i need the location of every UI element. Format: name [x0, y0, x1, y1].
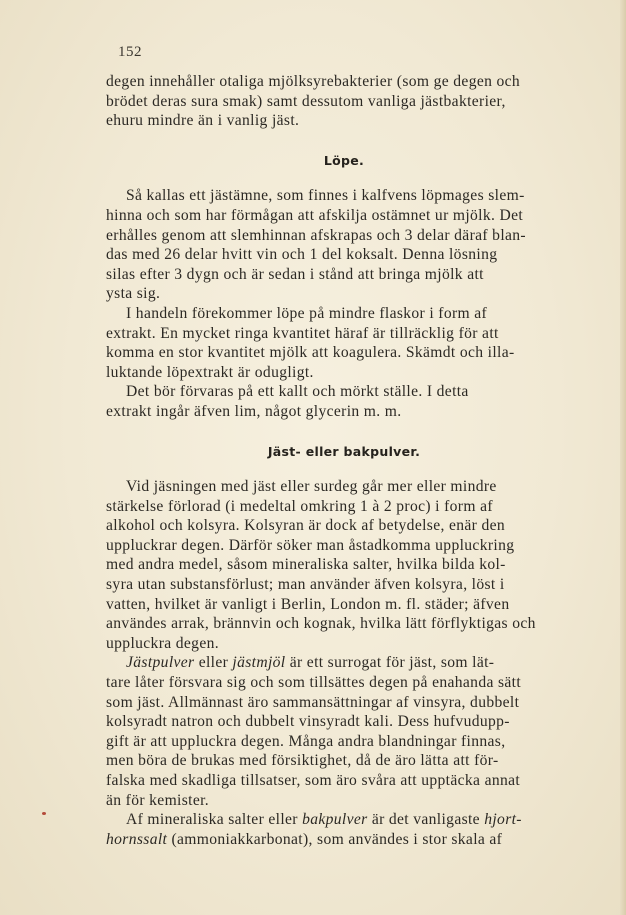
text-line: Så kallas ett jästämne, som finnes i kalfvens löpmages slem- — [126, 187, 525, 205]
text-line: extrakt. En mycket ringa kvantitet häraf är tillräcklig för att — [106, 324, 499, 342]
text-line: I handeln förekommer löpe på mindre flaskor i form af — [126, 304, 488, 322]
text-line: med andra medel, såsom mineraliska salter, hvilka bilda kol- — [106, 556, 506, 574]
text-line: ehuru mindre än i vanlig jäst. — [106, 112, 300, 130]
text-line: men böra de brukas med försiktighet, då de äro lätta att för- — [106, 752, 499, 770]
text-line — [106, 653, 582, 673]
text-line: vatten, hvilket är vanligt i Berlin, London m. fl. städer; äfven — [106, 595, 510, 613]
italic-term: bakpulver — [302, 811, 368, 829]
text-line: ysta sig. — [106, 285, 161, 303]
text-line: silas efter 3 dygn och är sedan i stånd att bringa mjölk att — [106, 265, 484, 283]
italic-term: hjort- — [484, 811, 522, 829]
text-line: syra utan substansförlust; man använder äfven kolsyra, löst i — [106, 576, 505, 594]
text-line: degen innehåller otaliga mjölksyrebakterier (som ge degen och — [106, 73, 521, 90]
text-line: tare låter försvara sig och som tillsättes degen på enahanda sätt — [106, 674, 522, 692]
italic-term: hornssalt — [106, 830, 168, 848]
text-line: gift är att uppluckra degen. Många andra blandningar finnas, — [106, 732, 506, 750]
page-edge — [620, 0, 626, 915]
text-run: eller — [194, 654, 233, 672]
page-number: 152 — [118, 44, 142, 60]
text-line: komma en stor kvantitet mjölk att koagulera. Skämdt och illa- — [106, 344, 515, 362]
text-run: är det vanligaste — [367, 811, 485, 829]
text-line: som jäst. Allmännast äro sammansättningar af vinsyra, dubbelt — [106, 693, 520, 711]
text-line: stärkelse förlorad (i medeltal omkring 1 à 2 proc) i form af — [106, 497, 493, 515]
section-heading-lope: Löpe. — [323, 152, 365, 168]
text-run: (ammoniakkarbonat), som användes i stor skala af — [167, 830, 503, 848]
italic-term: Jästpulver — [126, 654, 195, 672]
text-line: hinna och som har förmågan att afskilja ostämnet ur mjölk. Det — [106, 206, 524, 224]
text-line: das med 26 delar hvitt vin och 1 del koksalt. Denna lösning — [106, 246, 498, 264]
text-line: extrakt ingår äfven lim, något glycerin m. m. — [106, 402, 402, 420]
italic-term: jästmjöl — [232, 654, 286, 672]
text-line: användes arrak, brännvin och kognak, hvilka lätt förflyktigas och — [106, 615, 536, 633]
text-line: Vid jäsningen med jäst eller surdeg går mer eller mindre — [126, 478, 497, 496]
text-line: luktande löpextrakt är odugligt. — [106, 363, 314, 381]
text-line: alkohol och kolsyra. Kolsyran är dock af betydelse, enär den — [106, 517, 506, 535]
text-line: erhålles genom att slemhinnan afskrapas och 3 delar däraf blan- — [106, 226, 526, 244]
text-run: Af mineraliska salter eller — [126, 811, 303, 829]
text-line: uppluckrar degen. Därför söker man åstadkomma uppluckring — [106, 536, 515, 554]
text-line: Det bör förvaras på ett kallt och mörkt ställe. I detta — [126, 383, 469, 401]
text-run: är ett surrogat för jäst, som lät- — [285, 654, 495, 672]
text-line: än för kemister. — [106, 791, 210, 809]
text-line: falska med skadliga tillsatser, som äro svåra att upptäcka annat — [106, 772, 521, 789]
text-line: kolsyradt natron och dubbelt vinsyradt kali. Dess hufvudupp- — [106, 713, 510, 731]
text-line: brödet deras sura smak) samt dessutom vanliga jästbakterier, — [106, 92, 506, 110]
section-heading-jast: Jäst- eller bakpulver. — [267, 443, 421, 459]
ink-speck — [42, 812, 46, 815]
text-line: uppluckra degen. — [106, 634, 219, 652]
page-body — [106, 72, 582, 849]
text-line — [106, 830, 582, 850]
text-line — [106, 810, 582, 830]
